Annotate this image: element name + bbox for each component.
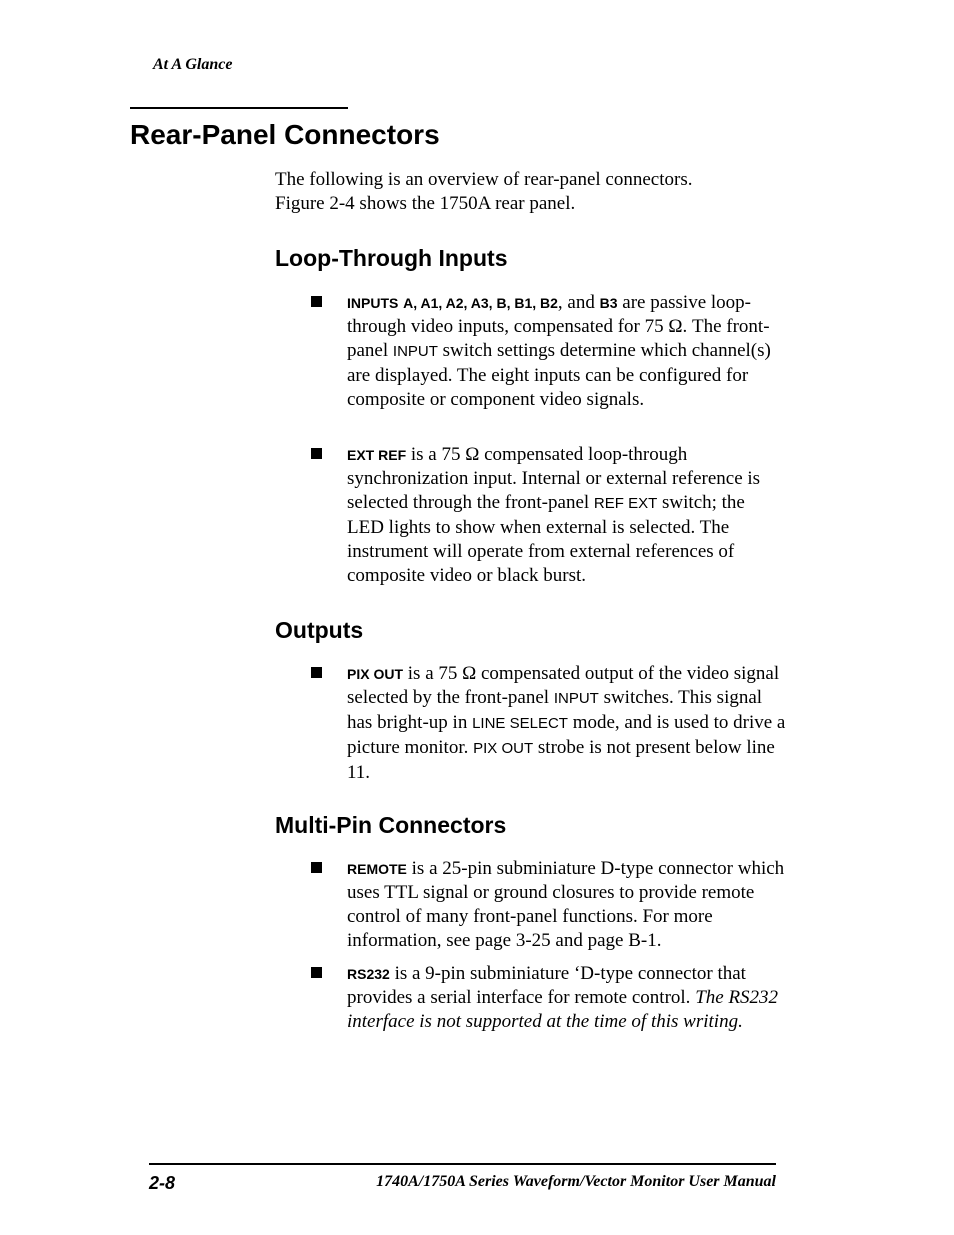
page-number: 2-8	[149, 1173, 176, 1193]
text-run: switch settings determine which channel(s) are displayed. The eight inputs can be configured for composite or component video signals.	[347, 340, 771, 410]
keyword: EXT REF	[347, 447, 407, 463]
text-run: are passive loop-through video inputs, compensated for 75 Ω. The front-panel	[347, 292, 770, 361]
list-item-inputs	[311, 291, 786, 412]
bullet-icon	[311, 967, 322, 978]
title-rule	[130, 107, 348, 109]
text-run: switches. This signal has bright-up in	[347, 687, 763, 733]
footer-rule	[149, 1163, 776, 1165]
manual-title: 1740A/1750A Series Waveform/Vector Monitor User Manual	[376, 1173, 776, 1190]
keyword: LINE SELECT	[472, 715, 568, 732]
text-run: is a 75 Ω compensated output of the video signal selected by the front-panel	[347, 663, 780, 708]
text-run: is a 9-pin subminiature ‘D-type connector that provides a serial interface for remote control.	[347, 963, 746, 1008]
list-item-remote	[311, 857, 786, 953]
keyword: INPUTS	[347, 295, 399, 311]
text-run: mode, and is used to drive a picture monitor.	[347, 712, 786, 758]
list-item-text	[347, 443, 786, 588]
text-run: , and	[557, 292, 600, 313]
bullet-icon	[311, 296, 322, 307]
text-run: is a 75 Ω compensated loop-through synchronization input. Internal or external reference is selected through the front-panel	[347, 444, 761, 513]
section-heading-loop-through: Loop-Through Inputs	[275, 245, 508, 271]
keyword: A, A1, A2, A3, B, B1, B2	[403, 295, 558, 311]
keyword: PIX OUT	[473, 740, 534, 757]
section-heading-multi-pin: Multi-Pin Connectors	[275, 812, 507, 838]
text-run: strobe is not present below line 11.	[347, 737, 775, 783]
keyword: B3	[599, 295, 618, 311]
list-item-text	[347, 662, 786, 785]
list-item-ext-ref	[311, 443, 786, 588]
keyword: REF EXT	[593, 495, 658, 512]
list-item-text	[347, 857, 786, 953]
running-head: At A Glance	[153, 56, 233, 73]
bullet-icon	[311, 862, 322, 873]
bullet-icon	[311, 448, 322, 459]
keyword: RS232	[347, 966, 390, 982]
italic-note: The RS232 interface is not supported at the time of this writing.	[347, 987, 779, 1032]
list-item-rs232	[311, 962, 786, 1034]
text-run: is a 25-pin subminiature D-type connector which uses TTL signal or ground closures to provide remote control of many front-panel functions. For more information, see page 3-25 and page B-1.	[347, 858, 785, 951]
list-item-text	[347, 962, 786, 1034]
keyword: INPUT	[392, 343, 438, 360]
keyword: INPUT	[553, 690, 599, 707]
keyword: REMOTE	[347, 861, 407, 877]
keyword: PIX OUT	[347, 666, 404, 682]
intro-paragraph	[275, 168, 795, 216]
intro-line-2: Figure 2-4 shows the 1750A rear panel.	[275, 193, 576, 214]
page-title: Rear-Panel Connectors	[130, 119, 440, 150]
section-heading-outputs: Outputs	[275, 617, 364, 643]
intro-line-1: The following is an overview of rear-panel connectors.	[275, 169, 693, 190]
text-run: switch; the LED lights to show when external is selected. The instrument will operate from external references of composite video or black burst.	[347, 492, 745, 586]
list-item-pix-out	[311, 662, 786, 785]
bullet-icon	[311, 667, 322, 678]
list-item-text	[347, 291, 786, 412]
